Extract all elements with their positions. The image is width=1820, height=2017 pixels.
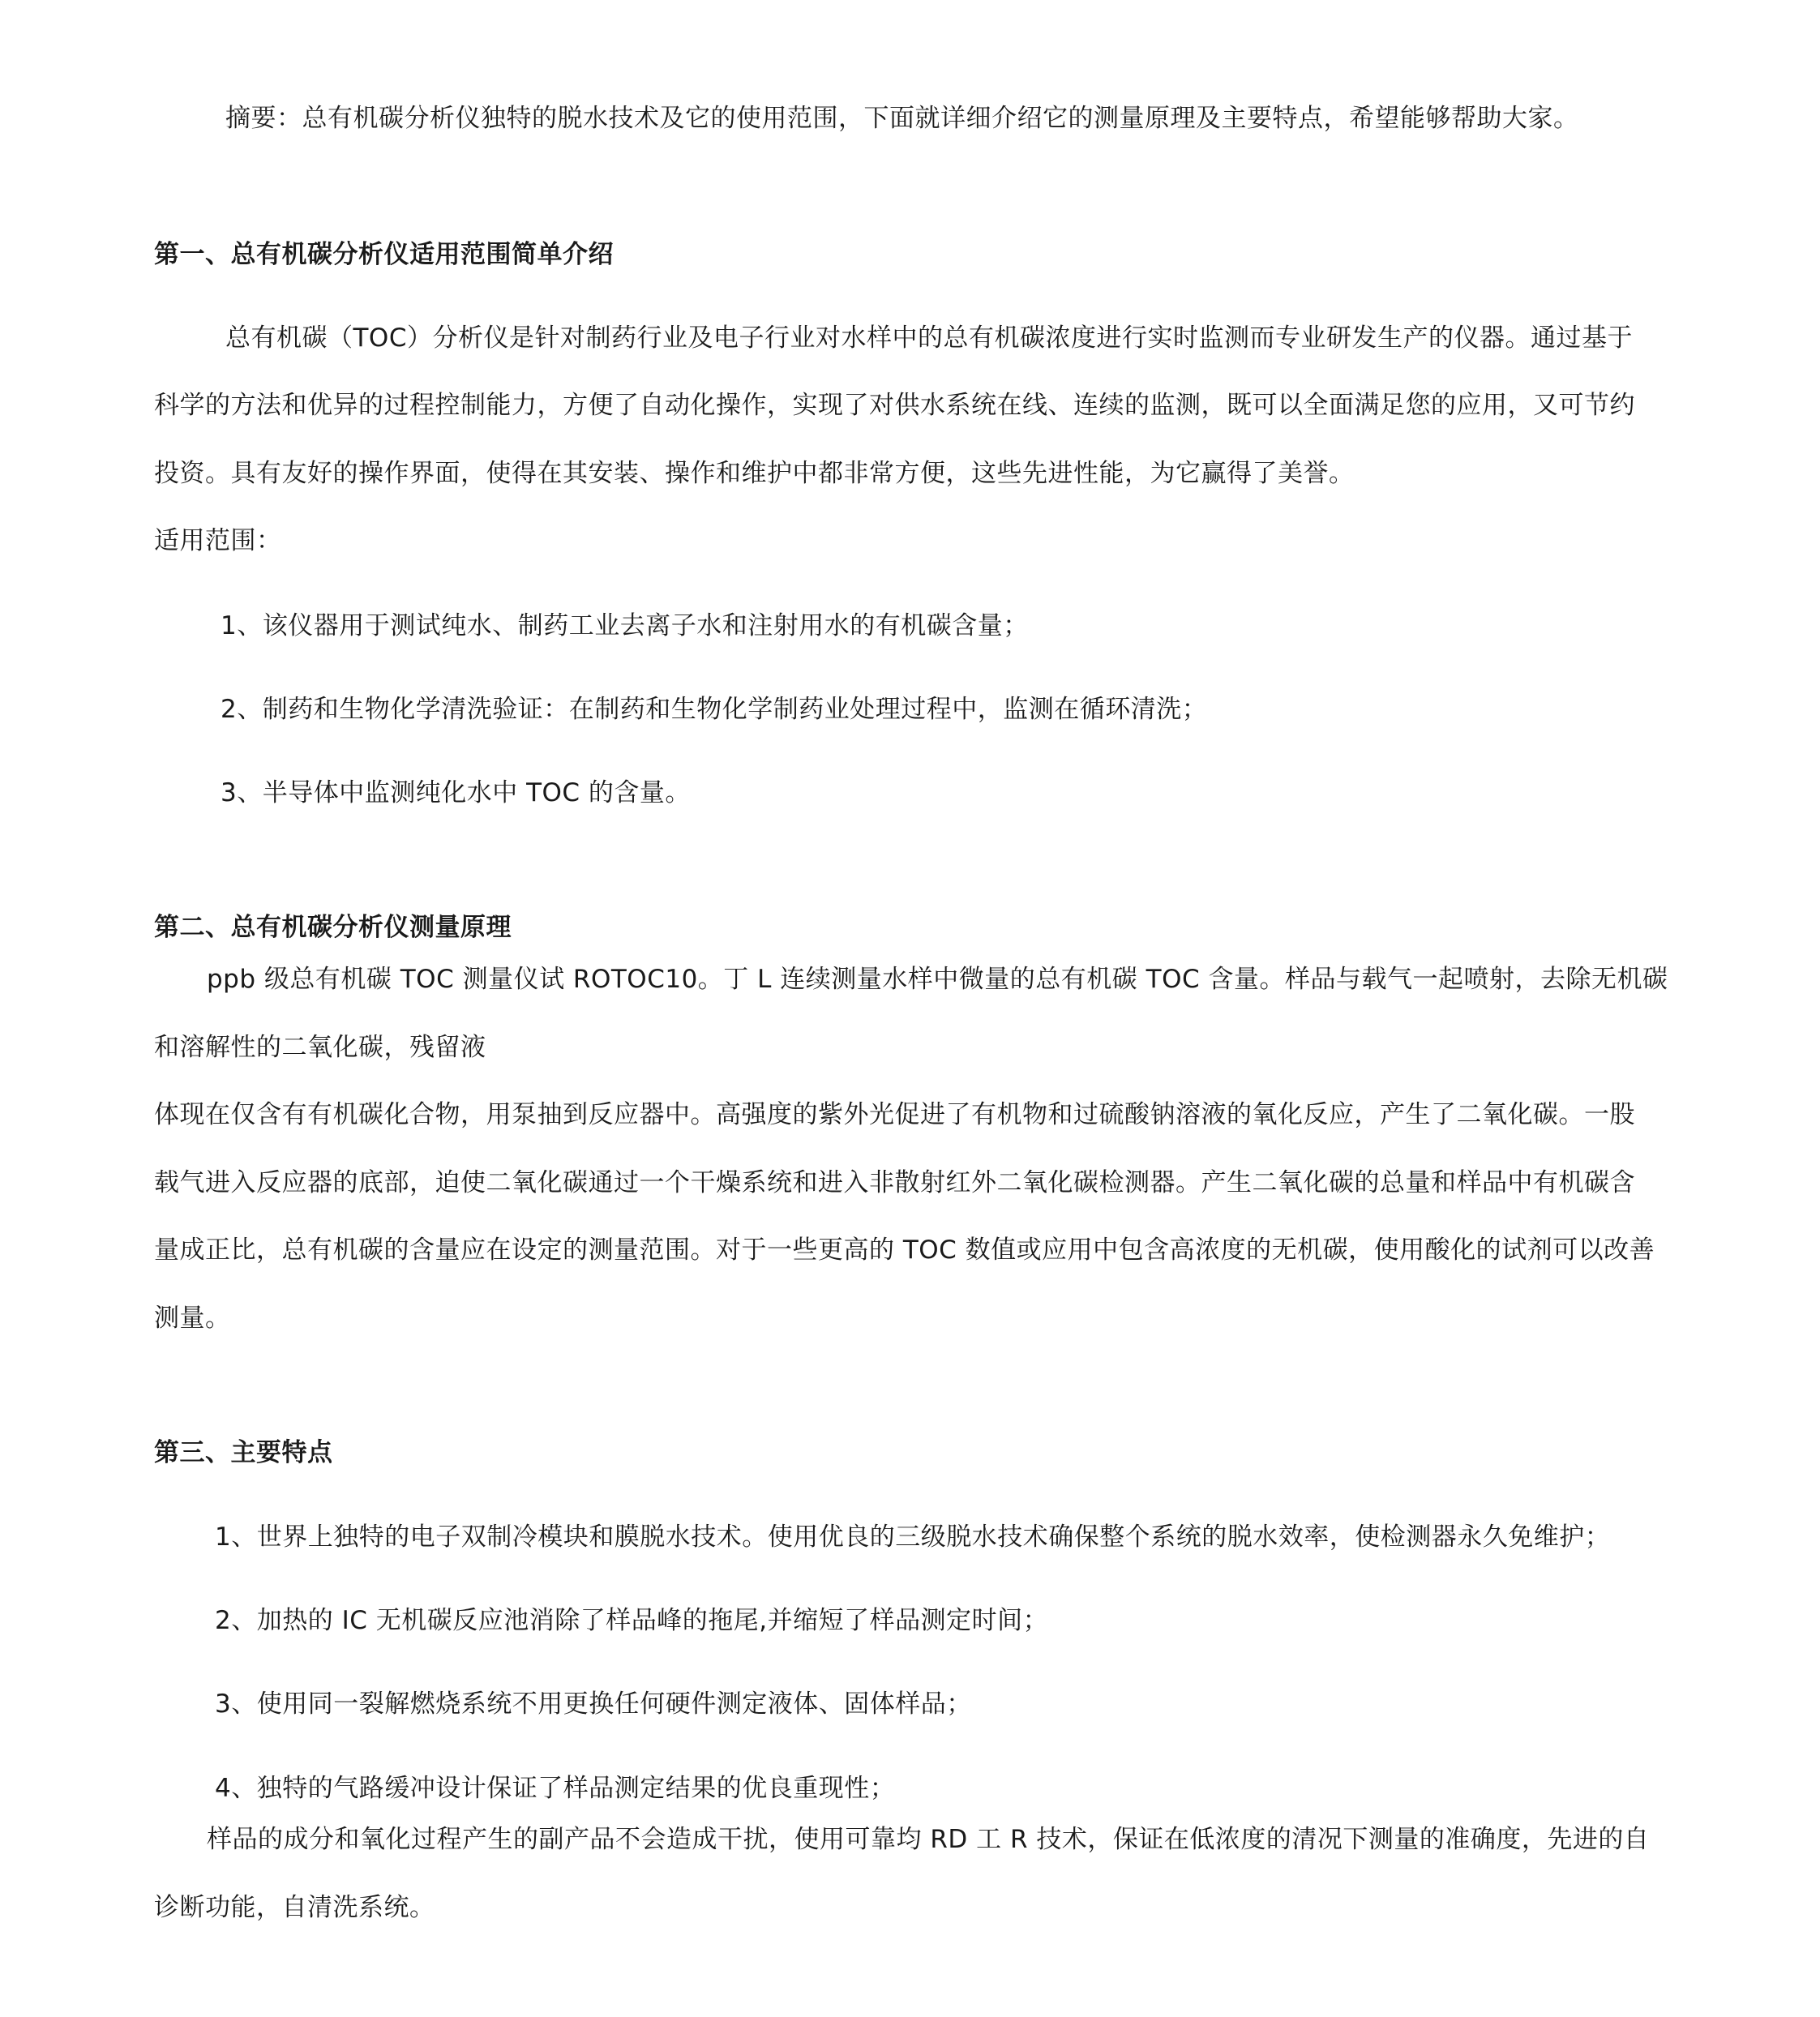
scope-label: 适用范围： [154, 526, 282, 555]
section2-paragraph-line: ppb 级总有机碳 TOC 测量仪试 ROTOC10。丁 L 连续测量水样中微量的总有机碳 TOC 含量。样品与载气一起喷射，去除无机碳 [207, 965, 1668, 994]
scope-list-item: 3、半导体中监测纯化水中 TOC 的含量。 [221, 778, 691, 807]
feature-list-item: 2、加热的 IC 无机碳反应池消除了样品峰的拖尾,并缩短了样品测定时间； [215, 1606, 1049, 1635]
scope-list-item: 1、该仪器用于测试纯水、制药工业去离子水和注射用水的有机碳含量； [221, 611, 1029, 640]
section2-paragraph-line: 量成正比，总有机碳的含量应在设定的测量范围。对于一些更高的 TOC 数值或应用中包含高浓度的无机碳，使用酸化的试剂可以改善 [154, 1235, 1655, 1265]
section2-paragraph-line: 载气进入反应器的底部，迫使二氧化碳通过一个干燥系统和进入非散射红外二氧化碳检测器。产生二氧化碳的总量和样品中有机碳含 [154, 1168, 1635, 1197]
feature-list-item: 1、世界上独特的电子双制冷模块和膜脱水技术。使用优良的三级脱水技术确保整个系统的脱水效率，使检测器永久免维护； [215, 1522, 1611, 1552]
section2-heading: 第二、总有机碳分析仪测量原理 [154, 913, 512, 942]
section1-heading: 第一、总有机碳分析仪适用范围简单介绍 [154, 240, 614, 269]
section3-heading: 第三、主要特点 [154, 1438, 333, 1467]
feature-list-item: 4、独特的气路缓冲设计保证了样品测定结果的优良重现性； [215, 1774, 896, 1803]
section2-paragraph-line: 和溶解性的二氧化碳，残留液 [154, 1033, 486, 1062]
abstract-text: 摘要：总有机碳分析仪独特的脱水技术及它的使用范围，下面就详细介绍它的测量原理及主要特点，希望能够帮助大家。 [225, 104, 1579, 133]
section2-paragraph-line: 测量。 [154, 1304, 231, 1333]
section1-paragraph-line: 总有机碳（TOC）分析仪是针对制药行业及电子行业对水样中的总有机碳浓度进行实时监测而专业研发生产的仪器。通过基于 [225, 323, 1633, 353]
feature-list-item: 3、使用同一裂解燃烧系统不用更换任何硬件测定液体、固体样品； [215, 1689, 972, 1719]
section3-paragraph-line: 样品的成分和氧化过程产生的副产品不会造成干扰，使用可靠均 RD 工 R 技术，保证在低浓度的清况下测量的准确度，先进的自 [207, 1825, 1650, 1854]
section3-paragraph-line: 诊断功能，自清洗系统。 [154, 1893, 435, 1922]
section1-paragraph-line: 科学的方法和优异的过程控制能力，方便了自动化操作，实现了对供水系统在线、连续的监测，既可以全面满足您的应用，又可节约 [154, 391, 1635, 420]
scope-list-item: 2、制药和生物化学清洗验证：在制药和生物化学制药业处理过程中，监测在循环清洗； [221, 695, 1208, 724]
section1-paragraph-line: 投资。具有友好的操作界面，使得在其安装、操作和维护中都非常方便，这些先进性能，为它赢得了美誉。 [154, 459, 1355, 488]
section2-paragraph-line: 体现在仅含有有机碳化合物，用泵抽到反应器中。高强度的紫外光促进了有机物和过硫酸钠溶液的氧化反应，产生了二氧化碳。一股 [154, 1100, 1635, 1129]
